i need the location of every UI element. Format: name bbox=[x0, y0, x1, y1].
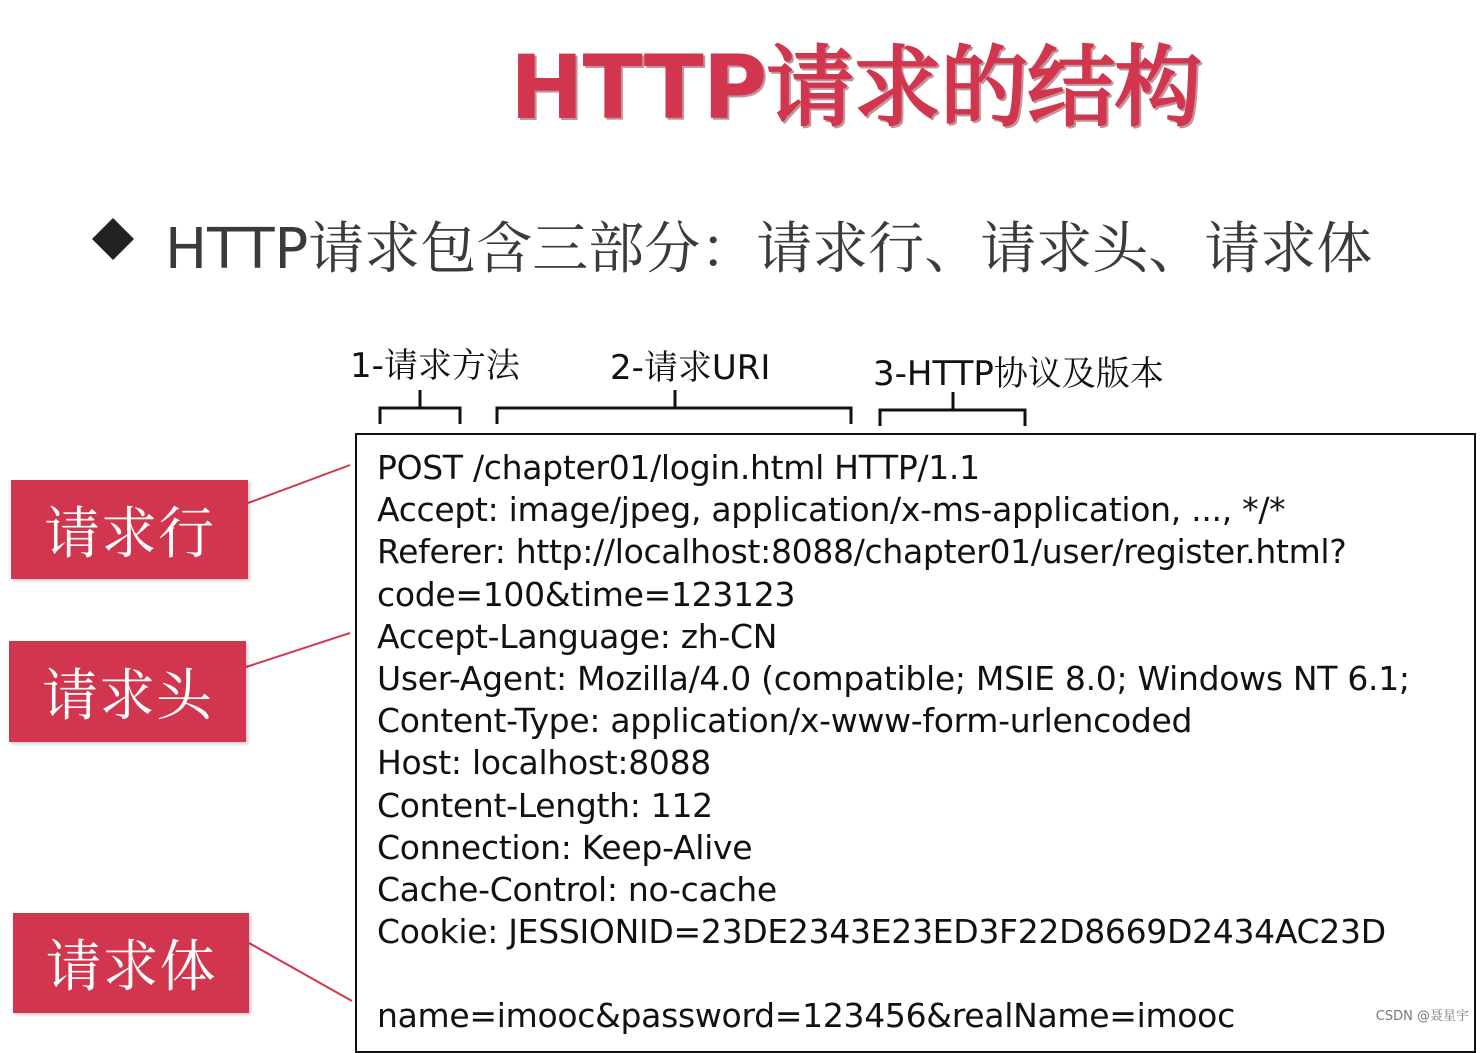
request-lines bbox=[377, 447, 1410, 1038]
connector-request-header bbox=[246, 633, 350, 667]
header-content-length: Content-Length: 112 bbox=[377, 785, 713, 825]
request-body: name=imooc&password=123456&realName=imooc bbox=[377, 996, 1235, 1036]
page-title: HTTP请求的结构 bbox=[510, 36, 1202, 139]
header-host: Host: localhost:8088 bbox=[377, 743, 711, 783]
brace-version bbox=[880, 392, 1025, 426]
connector-request-line bbox=[248, 465, 350, 503]
subtitle: HTTP请求包含三部分：请求行、请求头、请求体 bbox=[165, 217, 1373, 282]
header-accept-language: Accept-Language: zh-CN bbox=[377, 616, 778, 656]
tag-request-line: 请求行 bbox=[11, 480, 248, 579]
annotation-uri: 2-请求URI bbox=[610, 348, 771, 388]
header-cookie: Cookie: JESSIONID=23DE2343E23ED3F22D8669D2434AC23D bbox=[377, 912, 1386, 952]
http-request-box bbox=[355, 433, 1476, 1053]
request-line: POST /chapter01/login.html HTTP/1.1 bbox=[377, 448, 980, 487]
header-referer: Referer: http://localhost:8088/chapter01/user/register.html? bbox=[377, 532, 1347, 572]
header-accept: Accept: image/jpeg, application/x-ms-application, ..., */* bbox=[377, 490, 1286, 530]
header-cache-control: Cache-Control: no-cache bbox=[377, 869, 777, 909]
watermark: CSDN @聂星宇 bbox=[1375, 1009, 1469, 1024]
blank-line bbox=[377, 953, 1410, 995]
header-user-agent: User-Agent: Mozilla/4.0 (compatible; MSIE 8.0; Windows NT 6.1; bbox=[377, 658, 1410, 698]
header-referer-continued: code=100&time=123123 bbox=[377, 574, 796, 614]
diamond-bullet-icon bbox=[92, 218, 134, 260]
connector-request-body bbox=[249, 943, 352, 1001]
annotation-method: 1-请求方法 bbox=[350, 346, 520, 386]
tag-request-header: 请求头 bbox=[9, 641, 246, 742]
tag-request-body: 请求体 bbox=[13, 913, 249, 1013]
brace-method bbox=[380, 390, 460, 424]
annotation-version: 3-HTTP协议及版本 bbox=[873, 354, 1164, 394]
header-connection: Connection: Keep-Alive bbox=[377, 827, 753, 867]
header-content-type: Content-Type: application/x-www-form-urlencoded bbox=[377, 701, 1193, 741]
brace-uri bbox=[497, 390, 851, 424]
